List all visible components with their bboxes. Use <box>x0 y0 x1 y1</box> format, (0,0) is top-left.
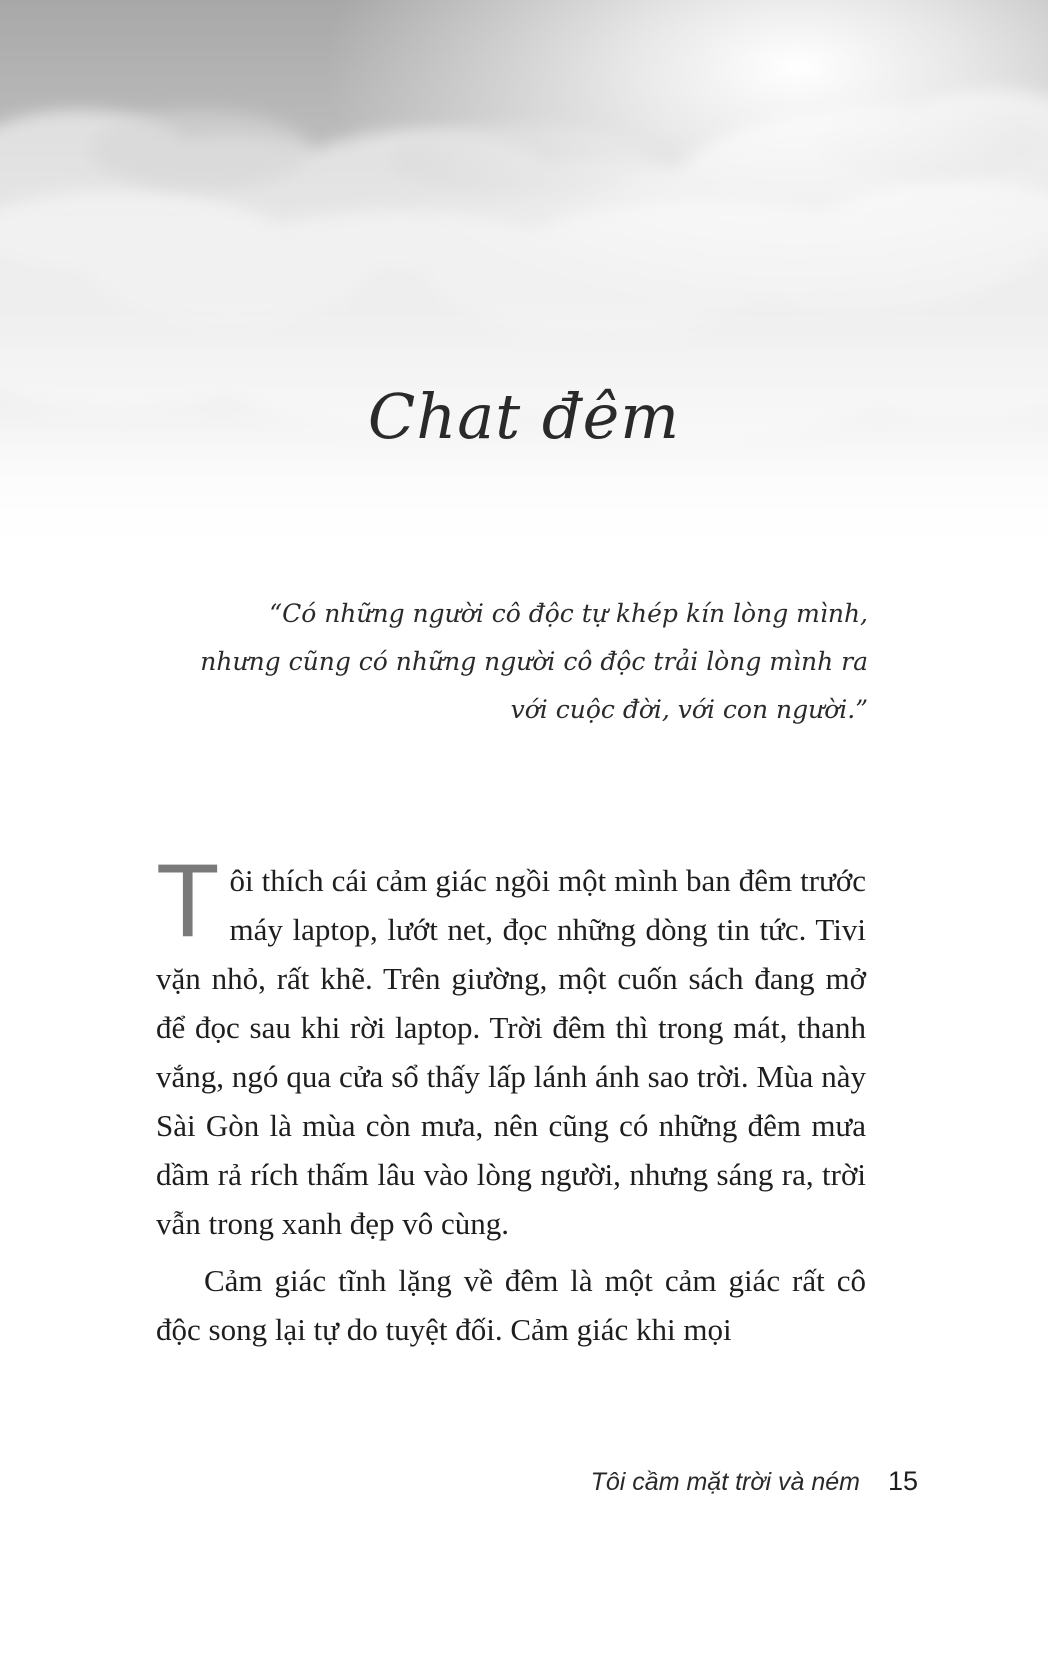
paragraph: Cảm giác tĩnh lặng về đêm là một cảm giác rất cô độc song lại tự do tuyệt đối. Cảm giác khi mọi <box>156 1263 866 1347</box>
running-title: Tôi cầm mặt trời và ném <box>590 1468 860 1496</box>
page-number: 15 <box>887 1466 918 1496</box>
epigraph-quote <box>168 590 868 734</box>
epigraph-line: với cuộc đời, với con người.” <box>510 695 868 724</box>
chapter-body <box>156 843 866 1354</box>
drop-cap-letter: T <box>156 843 220 959</box>
chapter-title: Chat đêm <box>367 380 681 453</box>
cloud-sky-illustration <box>0 0 1048 560</box>
paragraph <box>156 843 866 1248</box>
page-footer <box>591 1466 918 1497</box>
epigraph-line: “Có những người cô độc tự khép kín lòng mình, <box>269 599 868 628</box>
epigraph-line: nhưng cũng có những người cô độc trải lòng mình ra <box>200 647 868 676</box>
paragraph-text: ôi thích cái cảm giác ngồi một mình ban đêm trước máy laptop, lướt net, đọc những dòng tin tức. Tivi vặn nhỏ, rất khẽ. Trên giường, một cuốn sách đang mở để đọc sau khi rời laptop. Trời đêm thì trong mát, thanh vắng, ngó qua cửa sổ thấy lấp lánh ánh sao trời. Mùa này Sài Gòn là mùa còn mưa, nên cũng có những đêm mưa dầm rả rích thấm lâu vào lòng người, nhưng sáng ra, trời vẫn trong xanh đẹp vô cùng. <box>156 863 866 1241</box>
